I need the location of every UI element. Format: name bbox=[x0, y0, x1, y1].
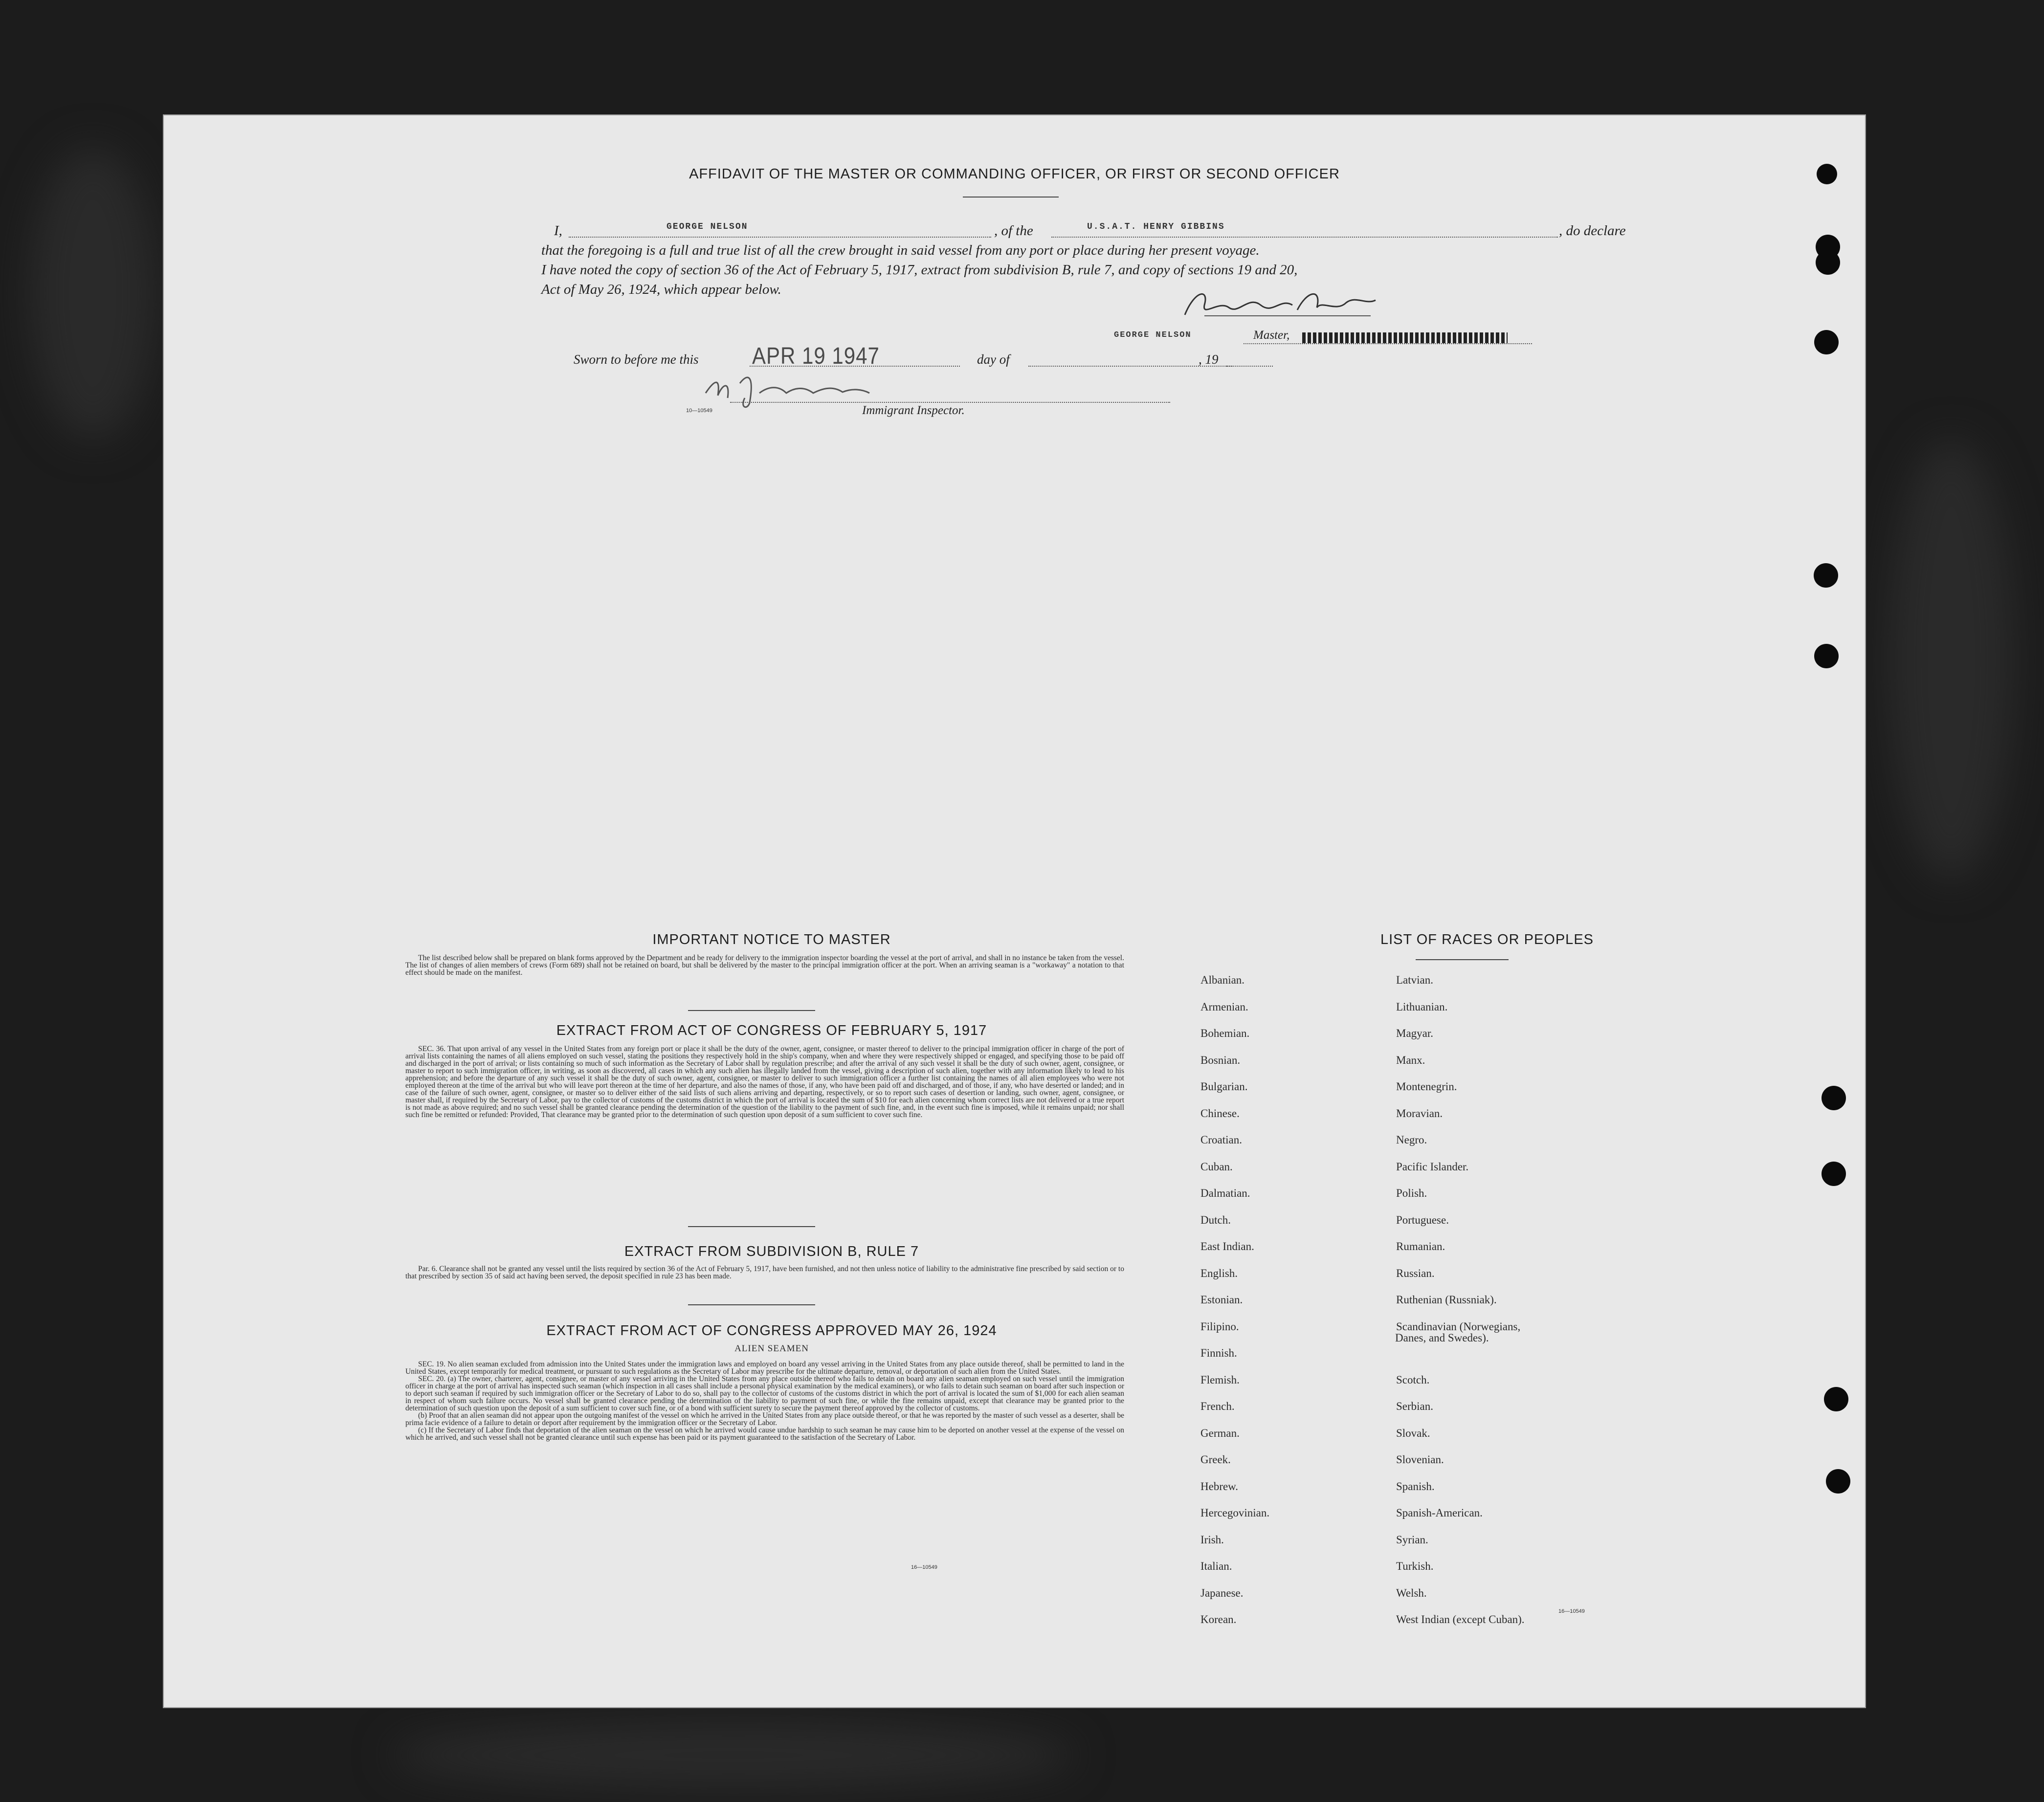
punch-hole bbox=[1814, 563, 1838, 588]
race-item: Greek. bbox=[1200, 1453, 1231, 1466]
notice-title: IMPORTANT NOTICE TO MASTER bbox=[652, 932, 891, 947]
race-item: Armenian. bbox=[1200, 1001, 1248, 1013]
race-item: Dutch. bbox=[1200, 1214, 1231, 1226]
punch-hole bbox=[1822, 1086, 1846, 1110]
divider bbox=[1416, 959, 1509, 960]
race-item: Estonian. bbox=[1200, 1294, 1243, 1306]
race-item: Portuguese. bbox=[1396, 1214, 1449, 1226]
signature-line bbox=[1244, 343, 1532, 344]
race-item: Manx. bbox=[1396, 1054, 1425, 1066]
race-item: Turkish. bbox=[1396, 1560, 1434, 1572]
race-item: Montenegrin. bbox=[1396, 1080, 1457, 1093]
sec-36-paragraph: SEC. 36. That upon arrival of any vessel in the United States from any foreign port or place it shall be the duty of the owner, agent, consignee, or master thereof to deliver to the principal immigration officer in charge of the port of arrival lists containing the names of all aliens employed on such vessel, stating the positions they respectively hold in the ship's company, when and where they were respectively shipped or engaged, and specifying those to be paid off and discharged in the port of arrival; or lists containing so much of such information as the Secretary of Labor shall by regulation prescribe; and after the arrival of any such vessel it shall be the duty of such owner, agent, consignee, or master to report to such immigration officer, in writing, as soon as discovered, all cases in which any such alien has illegally landed from the vessel, giving a description of such alien, together with any information likely to lead to his apprehension; and before the departure of any such vessel it shall be the duty of such owner, agent, consignee, or master to deliver to such immigration officer a further list containing the names of all alien employees who were not employed thereon at the time of the arrival but who will leave port thereon at the time of her departure, and also the names of those, if any, who have been paid off and discharged, and of those, if any, who have deserted or landed; and in case of the failure of such owner, agent, consignee, or master so to deliver either of the said lists of such aliens arriving and departing, respectively, or so to report such cases of desertion or landing, such owner, agent, consignee, or master shall, if required by the Secretary of Labor, pay to the collector of customs of the customs district in which the port of arrival is located the sum of $10 for each alien concerning whom correct lists are not delivered or a true report is not made as above required; and no such vessel shall be granted clearance pending the determination of the question of the liability to the payment of such fine, and, in the event such fine is imposed, while it remains unpaid; nor shall such fine be remitted or refunded: Provided, That clearance may be granted prior to the determination of such question upon deposit of a sum sufficient to cover such fine. bbox=[405, 1045, 1124, 1119]
race-item: Japanese. bbox=[1200, 1587, 1244, 1599]
race-item: Latvian. bbox=[1396, 974, 1433, 986]
race-item: Korean. bbox=[1200, 1613, 1237, 1626]
inspector-label: Immigrant Inspector. bbox=[862, 404, 965, 417]
extract-1924-text bbox=[405, 1361, 1124, 1441]
inspector-line bbox=[730, 402, 1170, 403]
race-item: Russian. bbox=[1396, 1267, 1435, 1279]
race-item: Spanish. bbox=[1396, 1480, 1435, 1493]
race-item: Lithuanian. bbox=[1396, 1001, 1448, 1013]
punch-hole bbox=[1814, 644, 1839, 668]
race-item: Irish. bbox=[1200, 1534, 1224, 1546]
master-signature bbox=[1175, 286, 1380, 325]
races-title: LIST OF RACES OR PEOPLES bbox=[1380, 932, 1594, 947]
sworn-text: Sworn to before me this bbox=[574, 352, 699, 367]
race-item: Spanish-American. bbox=[1396, 1507, 1483, 1519]
scan-shadow bbox=[391, 1721, 1076, 1789]
race-item: East Indian. bbox=[1200, 1240, 1254, 1253]
race-item: Hercegovinian. bbox=[1200, 1507, 1270, 1519]
race-item: Chinese. bbox=[1200, 1107, 1240, 1120]
affidavit-line-4: Act of May 26, 1924, which appear below. bbox=[541, 282, 781, 297]
race-item: Slovak. bbox=[1396, 1427, 1430, 1439]
master-label: Master, bbox=[1253, 329, 1290, 342]
race-item: Slovenian. bbox=[1396, 1453, 1444, 1466]
race-item: Bosnian. bbox=[1200, 1054, 1241, 1066]
race-item: Bulgarian. bbox=[1200, 1080, 1248, 1093]
punch-hole bbox=[1816, 250, 1840, 275]
year-prefix: , 19 bbox=[1199, 352, 1219, 367]
of-the-text: , of the bbox=[994, 223, 1033, 239]
race-item: Ruthenian (Russniak). bbox=[1396, 1294, 1497, 1306]
extract-form-code: 16—10549 bbox=[911, 1564, 937, 1570]
master-name-typed: GEORGE NELSON bbox=[667, 222, 748, 232]
affidavit-title: AFFIDAVIT OF THE MASTER OR COMMANDING OFFICER, OR FIRST OR SECOND OFFICER bbox=[689, 166, 1340, 182]
race-item: Polish. bbox=[1396, 1187, 1427, 1199]
sec-20c-paragraph: (c) If the Secretary of Labor finds that deportation of the alien seaman on the vessel on which he arrived would cause undue hardship to such seaman he may cause him to be deported on another vessel at the expense of the vessel on which he arrived, and such vessel shall not be granted clearance until such expense has been paid or its payment guaranteed to the satisfaction of the Secretary of Labor. bbox=[405, 1426, 1124, 1442]
document-page bbox=[163, 114, 1866, 1708]
affidavit-line-3: I have noted the copy of section 36 of the Act of February 5, 1917, extract from subdivision B, rule 7, and copy of sections 19 and 20, bbox=[541, 262, 1298, 278]
name-field-line bbox=[569, 237, 991, 238]
scan-shadow bbox=[29, 147, 156, 440]
sec-20a-paragraph: SEC. 20. (a) The owner, charterer, agent, consignee, or master of any vessel arriving in the United States from any place outside thereof who fails to detain on board any alien seaman employed on such vessel until the immigration officer in charge at the port of arrival has inspected such seaman (which inspection in all cases shall include a personal physical examination by the medical examiners), or who fails to detain such seaman on board after such inspection or to deport such seaman if required by such immigration officer or the Secretary of Labor to do so, shall pay to the collector of customs of the customs district in which the port of arrival is located the sum of $1,000 for each alien seaman in respect of whom such failure occurs. No vessel shall be granted clearance pending the determination of the liability to payment of such fine, or while the fine remains unpaid, except that clearance may be granted prior to the determination of such question upon the deposit of a sum sufficient to cover such fine, or of a bond with sufficient surety to secure the payment thereof approved by the collector of customs. bbox=[405, 1375, 1124, 1412]
race-item: Syrian. bbox=[1396, 1534, 1428, 1546]
notice-paragraph: The list described below shall be prepared on blank forms approved by the Department and be ready for delivery to the immigration inspector boarding the vessel at the port of arrival, and shall in no instance be taken from the vessel. The list of changes of alien members of crews (Form 689) shall not be retained on board, but shall be delivered by the master to the principal immigration officer at the port. When an arriving seaman is a "workaway" a notation to that effect should be made on the manifest. bbox=[405, 954, 1124, 977]
race-item: Serbian. bbox=[1396, 1400, 1434, 1412]
divider bbox=[688, 1010, 815, 1011]
inspector-form-code: 10—10549 bbox=[686, 408, 712, 414]
race-item: Pacific Islander. bbox=[1396, 1161, 1469, 1173]
alien-seamen-subtitle: ALIEN SEAMEN bbox=[734, 1343, 809, 1354]
extract-1924-title: EXTRACT FROM ACT OF CONGRESS APPROVED MAY 26, 1924 bbox=[546, 1323, 997, 1339]
race-item: Flemish. bbox=[1200, 1374, 1240, 1386]
race-item: English. bbox=[1200, 1267, 1238, 1279]
race-item: Magyar. bbox=[1396, 1027, 1434, 1039]
race-item: Cuban. bbox=[1200, 1161, 1233, 1173]
race-item: Moravian. bbox=[1396, 1107, 1443, 1120]
race-item: French. bbox=[1200, 1400, 1235, 1412]
divider bbox=[688, 1304, 815, 1305]
punch-hole bbox=[1814, 330, 1839, 354]
punch-hole bbox=[1824, 1387, 1848, 1411]
race-item: Negro. bbox=[1396, 1134, 1427, 1146]
extract-rule7-text bbox=[405, 1265, 1124, 1280]
master-name-typed-2: GEORGE NELSON bbox=[1114, 330, 1192, 340]
divider bbox=[688, 1226, 815, 1227]
punch-hole bbox=[1826, 1469, 1850, 1494]
race-item-continuation: Danes, and Swedes). bbox=[1395, 1332, 1489, 1344]
year-line bbox=[1226, 366, 1273, 367]
races-form-code: 16—10549 bbox=[1558, 1608, 1585, 1614]
struck-out-title bbox=[1302, 332, 1508, 343]
day-of-text: day of bbox=[977, 352, 1010, 367]
sec-19-paragraph: SEC. 19. No alien seaman excluded from admission into the United States under the immigration laws and employed on board any vessel arriving in the United States from any place outside thereof, shall be permitted to land in the United States, except temporarily for medical treatment, or pursuant to such regulations as the Secretary of Labor may prescribe for the ultimate departure, removal, or deportation of such alien from the United States. bbox=[405, 1360, 1124, 1376]
notice-text bbox=[405, 954, 1124, 976]
race-item: Welsh. bbox=[1396, 1587, 1427, 1599]
extract-1917-title: EXTRACT FROM ACT OF CONGRESS OF FEBRUARY 5, 1917 bbox=[556, 1023, 987, 1038]
race-item: Scandinavian (Norwegians, bbox=[1396, 1320, 1521, 1333]
race-item: Hebrew. bbox=[1200, 1480, 1239, 1493]
scan-shadow bbox=[1888, 440, 2015, 880]
vessel-name-typed: U.S.A.T. HENRY GIBBINS bbox=[1087, 222, 1225, 232]
race-item: Bohemian. bbox=[1200, 1027, 1250, 1039]
affidavit-line-2: that the foregoing is a full and true list of all the crew brought in said vessel from any port or place during her present voyage. bbox=[541, 242, 1260, 258]
par-6-paragraph: Par. 6. Clearance shall not be granted any vessel until the lists required by section 36 of the Act of February 5, 1917, have been furnished, and not then unless notice of liability to the administrative fine prescribed by said section or to that prescribed by section 35 of said act having been served, the deposit specified in rule 23 has been made. bbox=[405, 1265, 1124, 1280]
date-stamp: APR 19 1947 bbox=[752, 342, 880, 369]
extract-1917-text bbox=[405, 1045, 1124, 1119]
divider bbox=[963, 197, 1059, 198]
race-item: German. bbox=[1200, 1427, 1240, 1439]
punch-hole bbox=[1822, 1162, 1846, 1186]
do-declare-text: , do declare bbox=[1559, 223, 1626, 239]
affidavit-intro: I, bbox=[554, 223, 562, 239]
race-item: Albanian. bbox=[1200, 974, 1245, 986]
sec-20b-paragraph: (b) Proof that an alien seaman did not appear upon the outgoing manifest of the vessel on which he arrived in the United States from any place outside thereof, or that he was reported by the master of such vessel as a deserter, shall be prima facie evidence of a failure to detain or deport after requirement by the immigration officer or the Secretary of Labor. bbox=[405, 1411, 1124, 1427]
race-item: Rumanian. bbox=[1396, 1240, 1445, 1253]
extract-rule7-title: EXTRACT FROM SUBDIVISION B, RULE 7 bbox=[624, 1244, 919, 1259]
race-item: Scotch. bbox=[1396, 1374, 1430, 1386]
race-item: West Indian (except Cuban). bbox=[1396, 1613, 1525, 1626]
race-item: Italian. bbox=[1200, 1560, 1232, 1572]
vessel-field-line bbox=[1051, 237, 1558, 238]
race-item: Dalmatian. bbox=[1200, 1187, 1250, 1199]
race-item: Filipino. bbox=[1200, 1320, 1239, 1333]
race-item: Croatian. bbox=[1200, 1134, 1242, 1146]
race-item: Finnish. bbox=[1200, 1347, 1237, 1359]
